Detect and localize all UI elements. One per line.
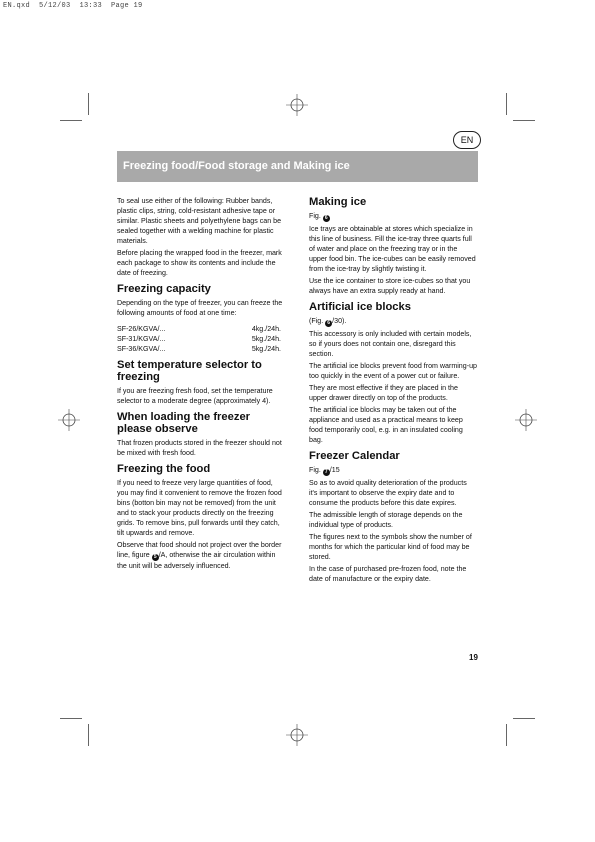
figure-reference [309,465,477,476]
registration-mark-icon [515,409,537,431]
calendar-text: In the case of purchased pre-frozen food, note the date of manufacture or the expiry date. [309,565,467,583]
crop-mark [60,718,82,719]
section-header [117,151,478,182]
freezing-food-text: If you need to freeze very large quantities of food, you may find it convenient to remove the frozen food bins (botton bin may not be removed) from the unit and to stack your products directly on the freezing grids. To remove bins, pull forwards until they catch, tilt upwards and remove. [117,479,282,537]
figure-number-icon: 5 [152,554,159,561]
crop-mark [513,120,535,121]
crop-mark [506,724,507,746]
model-capacity: 5kg./24h. [251,345,281,353]
capacity-row [117,344,285,354]
text-fragment: Fig. [309,466,323,474]
registration-mark-icon [286,94,308,116]
left-column [117,196,285,573]
model-capacity: 5kg./24h. [251,335,281,343]
ice-blocks-text: This accessory is only included with certain models, so if yours does not contain one, disregard this section. [309,330,472,358]
crop-mark [88,93,89,115]
page-number: 19 [469,653,478,662]
print-slug: EN.qxd 5/12/03 13:33 Page 19 [3,2,143,10]
heading-making-ice: Making ice [309,196,367,208]
crop-mark [513,718,535,719]
figure-reference [309,316,477,327]
figure-number-icon: 7 [323,469,330,476]
ice-blocks-text: They are most effective if they are placed in the upper drawer directly on top of the products. [309,384,458,402]
text-fragment: /A, otherwise the air circulation within the unit will be adversely influenced. [117,551,276,570]
right-column [309,196,477,586]
heading-freezing-capacity: Freezing capacity [117,283,211,295]
figure-reference [309,211,477,222]
figure-number-icon: 6 [323,215,330,222]
text-fragment: /15 [329,466,340,474]
heading-ice-blocks: Artificial ice blocks [309,301,411,313]
page-title: Freezing food/Food storage and Making ice [123,160,350,172]
making-ice-text: Use the ice container to store ice-cubes so that you always have an extra supply ready at hand. [309,277,471,295]
ice-blocks-text: The artificial ice blocks may be taken out of the appliance and used as a practical means to keep food temporarily cool, e.g. in an insulated cooling bag. [309,406,463,444]
loading-freezer-text: That frozen products stored in the freezer should not be mixed with fresh food. [117,439,282,457]
capacity-row [117,334,285,344]
model-name: SF-36/KGVA/... [117,345,166,353]
ice-blocks-text: The artificial ice blocks prevent food from warming-up too quickly in the event of a power cut or failure. [309,362,477,380]
model-name: SF-31/KGVA/... [117,335,166,343]
heading-freezing-food: Freezing the food [117,463,211,475]
figure-number-icon: 6 [325,320,332,327]
making-ice-text: Ice trays are obtainable at stores which specialize in this line of business. Fill the ice-tray three quarts full of water and place on the freezing tray or in the upper food bin. The ice-cubes can be easily removed from the ice-tray by slightly twisting it. [309,225,476,273]
calendar-text: The figures next to the symbols show the number of months for which the particular kind of food may be stored. [309,533,472,561]
intro-paragraph: Before placing the wrapped food in the freezer, mark each package to show its contents and include the date of freezing. [117,249,282,277]
heading-freezer-calendar: Freezer Calendar [309,450,400,462]
intro-paragraph: To seal use either of the following: Rubber bands, plastic clips, string, cold-resistant adhesive tape or similar. Plastic sheets and polyethylene bags can be sealed together with a welding machine for plastic materials. [117,197,282,245]
calendar-text: So as to avoid quality deterioration of the products it's important to observe the expiry date and to consume the products before this date expires. [309,479,467,507]
heading-loading-freezer: When loading the freezer please observe [117,411,251,435]
crop-mark [60,120,82,121]
language-badge: EN [453,131,481,149]
model-name: SF-26/KGVA/... [117,325,166,333]
registration-mark-icon [58,409,80,431]
crop-mark [88,724,89,746]
freezing-food-text [117,540,285,571]
calendar-text: The admissible length of storage depends on the individual type of products. [309,511,463,529]
registration-mark-icon [286,724,308,746]
capacity-row [117,324,285,334]
text-fragment: Observe that food should not project over the border line, figure [117,541,282,559]
crop-mark [506,93,507,115]
text-fragment: /30). [332,317,347,325]
freezing-capacity-text: Depending on the type of freezer, you can freeze the following amounts of food at one time: [117,299,283,317]
text-fragment: Fig. [309,212,323,220]
model-capacity: 4kg./24h. [251,325,281,333]
set-temperature-text: If you are freezing fresh food, set the temperature selector to a moderate degree (approximately 4). [117,387,273,405]
text-fragment: (Fig. [309,317,326,325]
heading-set-temperature: Set temperature selector to freezing [117,359,262,383]
